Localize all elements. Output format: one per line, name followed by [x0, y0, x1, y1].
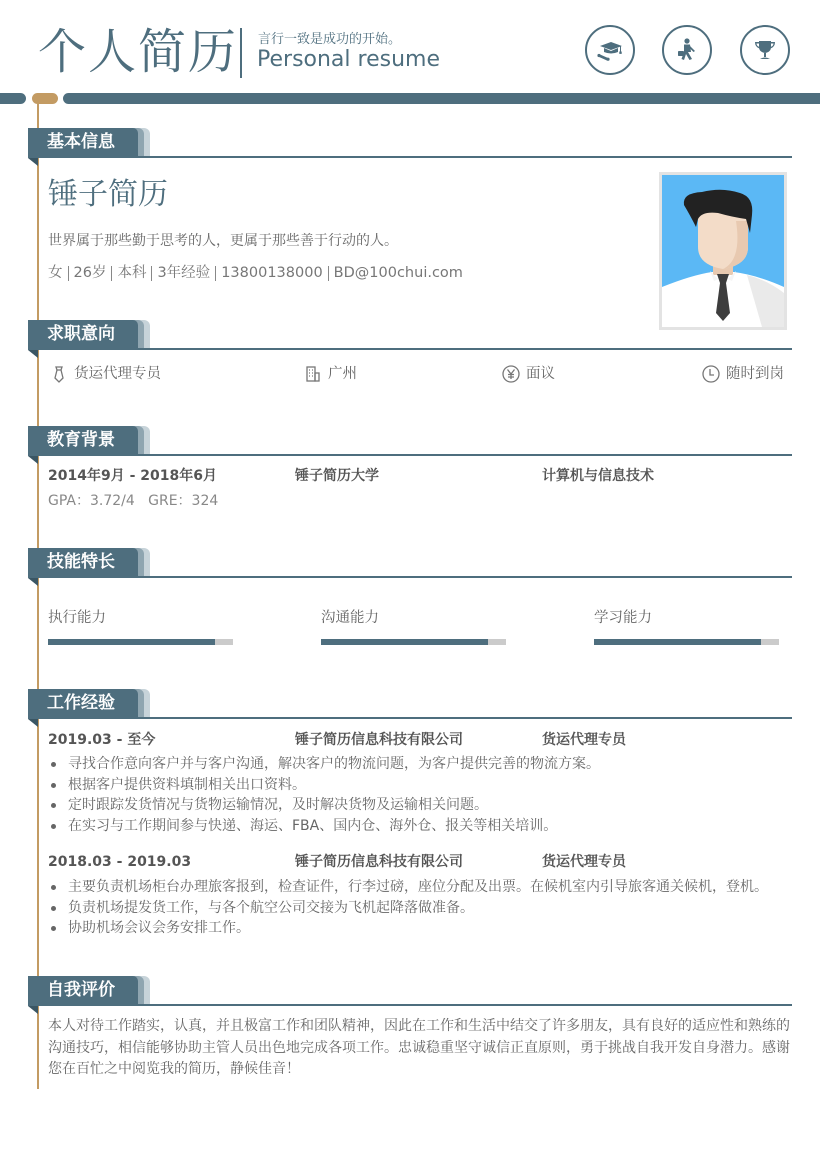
resume-title: 个人简历 — [38, 24, 239, 80]
list-item: 在实习与工作期间参与快递、海运、FBA、国内仓、海外仓、报关等相关培训。 — [48, 816, 600, 837]
avatar — [659, 172, 787, 330]
header-bar-left — [0, 93, 26, 104]
self-evaluation-text: 本人对待工作踏实，认真，并且极富工作和团队精神，因此在工作和生活中结交了许多朋友，具有良好的适应性和熟练的沟通技巧，相信能够协助主管人员出色地完成各项工作。忠诚稳重坚守诚信正直原则，勇于挑战自我开发自身潜力。感谢您在百忙之中阅览我的简历，静候佳音！ — [48, 1018, 790, 1077]
age: 26岁 — [73, 265, 107, 281]
title-divider — [240, 28, 242, 78]
list-item: 定时跟踪发货情况与货物运输情况，及时解决货物及运输相关问题。 — [48, 795, 600, 816]
degree: 本科 — [117, 265, 147, 281]
skill-bar — [321, 639, 506, 645]
section-title: 求职意向 — [28, 320, 138, 348]
intent-position: 货运代理专员 — [50, 364, 161, 384]
section-header-skills — [28, 548, 792, 590]
skill-bar — [594, 639, 779, 645]
section-header-education — [28, 426, 792, 468]
education-major: 计算机与信息技术 — [542, 468, 654, 484]
job-duties — [48, 877, 768, 939]
yen-icon — [502, 365, 520, 383]
list-item: 寻找合作意向客户并与客户沟通，解决客户的物流问题，为客户提供完善的物流方案。 — [48, 754, 600, 775]
job-role: 货运代理专员 — [542, 854, 626, 870]
email: BD@100chui.com — [333, 265, 463, 281]
phone: 13800138000 — [221, 265, 323, 281]
job-duties — [48, 754, 600, 836]
header-bar-accent — [32, 93, 58, 104]
list-item: 主要负责机场柜台办理旅客报到，检查证件，行李过磅，座位分配及出票。在候机室内引导旅客通关候机，登机。 — [48, 877, 768, 898]
header-motto: 言行一致是成功的开始。 — [258, 32, 402, 47]
experience: 3年经验 — [157, 265, 211, 281]
clock-icon — [702, 365, 720, 383]
education-school: 锤子简历大学 — [295, 468, 379, 484]
education-scores: GPA：3.72/4 GRE：324 — [48, 493, 219, 509]
job-role: 货运代理专员 — [542, 732, 626, 748]
section-header-basic — [28, 128, 792, 170]
section-header-intent — [28, 320, 792, 362]
section-header-work — [28, 689, 792, 731]
skill-label: 学习能力 — [594, 610, 652, 626]
header-subtitle: Personal resume — [257, 47, 440, 72]
section-title: 自我评价 — [28, 976, 138, 1004]
section-title: 教育背景 — [28, 426, 138, 454]
graduation-cap-icon — [585, 25, 635, 75]
intent-availability: 随时到岗 — [702, 364, 784, 384]
skill-label: 执行能力 — [48, 610, 106, 626]
businessman-running-icon — [662, 25, 712, 75]
section-title: 基本信息 — [28, 128, 138, 156]
candidate-meta — [48, 263, 463, 283]
trophy-icon — [740, 25, 790, 75]
section-title: 技能特长 — [28, 548, 138, 576]
gender: 女 — [48, 265, 63, 281]
job-period: 2018.03 - 2019.03 — [48, 854, 192, 870]
header-bar — [63, 93, 820, 104]
list-item: 协助机场会议会务安排工作。 — [48, 918, 768, 939]
job-period: 2019.03 - 至今 — [48, 732, 156, 748]
timeline-line — [37, 104, 39, 1089]
job-company: 锤子简历信息科技有限公司 — [295, 854, 463, 870]
candidate-motto: 世界属于那些勤于思考的人，更属于那些善于行动的人。 — [48, 233, 398, 249]
education-period: 2014年9月 - 2018年6月 — [48, 468, 217, 484]
intent-city: 广州 — [304, 364, 357, 384]
skill-label: 沟通能力 — [321, 610, 379, 626]
tie-icon — [50, 365, 68, 383]
section-header-self — [28, 976, 792, 1018]
list-item: 负责机场提发货工作，与各个航空公司交接为飞机起降落做准备。 — [48, 898, 768, 919]
building-icon — [304, 365, 322, 383]
intent-salary: 面议 — [502, 364, 555, 384]
section-title: 工作经验 — [28, 689, 138, 717]
job-company: 锤子简历信息科技有限公司 — [295, 732, 463, 748]
list-item: 根据客户提供资料填制相关出口资料。 — [48, 775, 600, 796]
candidate-name: 锤子简历 — [48, 177, 168, 212]
skill-bar — [48, 639, 233, 645]
